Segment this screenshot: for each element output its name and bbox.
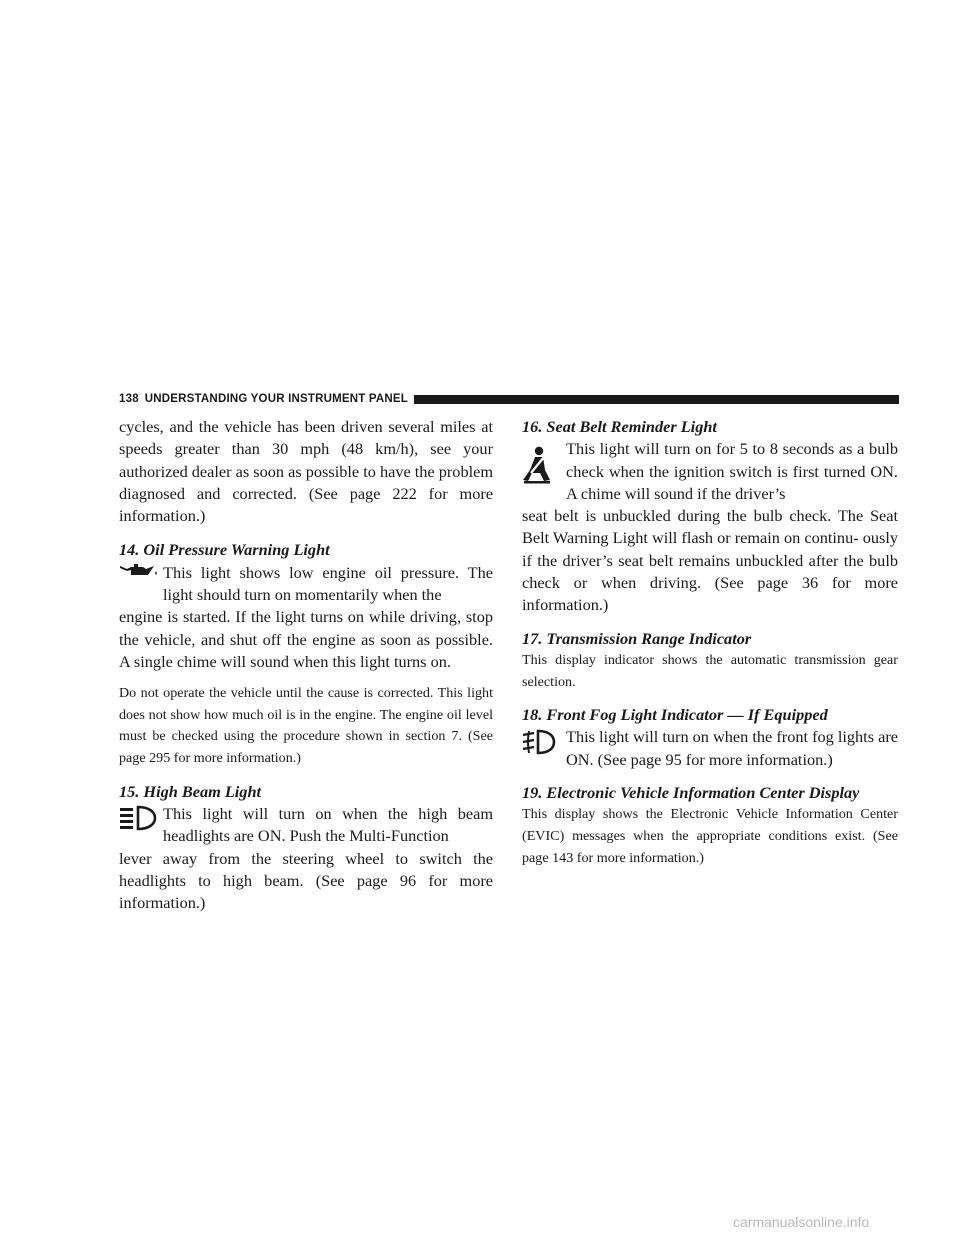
heading-fog-light: 18. Front Fog Light Indicator — If Equipped xyxy=(522,705,828,725)
transmission-range-text: This display indicator shows the automatic transmission gear selection. xyxy=(522,651,898,690)
heading-transmission-range: 17. Transmission Range Indicator xyxy=(522,628,752,648)
page-number: 138 xyxy=(119,393,139,405)
oil-pressure-indented-text: This light shows low engine oil pressure. The light should turn on momentarily when the xyxy=(163,562,493,605)
oil-pressure-text: engine is started. If the light turns on while driving, stop the vehicle, and shut off the engine as soon as possible. A single chime will sound when this light turns on. xyxy=(119,607,493,671)
evic-display-text: This display shows the Electronic Vehicle Information Center (EVIC) messages when the appropriate conditions exist. (See page 143 for more information.) xyxy=(522,806,898,866)
high-beam-text: lever away from the steering wheel to switch the headlights to high beam. (See page 96 for more information.) xyxy=(119,848,493,913)
watermark-text: carmanualsonline.info xyxy=(733,1214,870,1230)
heading-high-beam: 15. High Beam Light xyxy=(119,781,262,801)
heading-oil-pressure: 14. Oil Pressure Warning Light xyxy=(119,540,330,560)
oil-pressure-body xyxy=(119,562,493,673)
fog-light-icon xyxy=(522,729,556,760)
seat-belt-icon xyxy=(522,446,554,489)
high-beam-indented-text: This light will turn on when the high beam headlights are ON. Push the Multi-Function xyxy=(163,803,493,846)
page-header xyxy=(119,391,899,407)
heading-evic-display: 19. Electronic Vehicle Information Center Display xyxy=(522,783,860,803)
seat-belt-text: seat belt is unbuckled during the bulb check. The Seat Belt Warning Light will flash or remain on continu- ously if the driver’s seat belt remains unbuckled after the bulb check or when driving. (See page 36 for more information.) xyxy=(522,506,898,615)
heading-seat-belt: 16. Seat Belt Reminder Light xyxy=(522,417,717,436)
seat-belt-indented-text: This light will turn on for 5 to 8 seconds as a bulb check when the ignition switch is first turned ON. A chime will sound if the driver’s xyxy=(566,439,898,503)
fog-light-text: This light will turn on when the front fog lights are ON. (See page 95 for more information.) xyxy=(566,727,898,769)
fog-light-body xyxy=(522,726,898,771)
left-column xyxy=(119,416,493,914)
high-beam-icon xyxy=(119,805,157,836)
section-title: UNDERSTANDING YOUR INSTRUMENT PANEL xyxy=(144,393,408,405)
high-beam-body xyxy=(119,803,493,914)
oil-pressure-note: Do not operate the vehicle until the cause is corrected. This light does not show how much oil is in the engine. The engine oil level must be checked using the procedure shown in section 7. (See page 295 for more information.) xyxy=(119,685,493,767)
intro-paragraph: cycles, and the vehicle has been driven several miles at speeds greater than 30 mph (48 km/h), see your authorized dealer as soon as possible to have the problem diagnosed and corrected. (See page 222 for more information.) xyxy=(119,417,493,526)
seat-belt-body xyxy=(522,438,898,616)
header-rule xyxy=(414,395,899,404)
oil-can-icon xyxy=(119,563,159,584)
right-column xyxy=(522,416,898,869)
